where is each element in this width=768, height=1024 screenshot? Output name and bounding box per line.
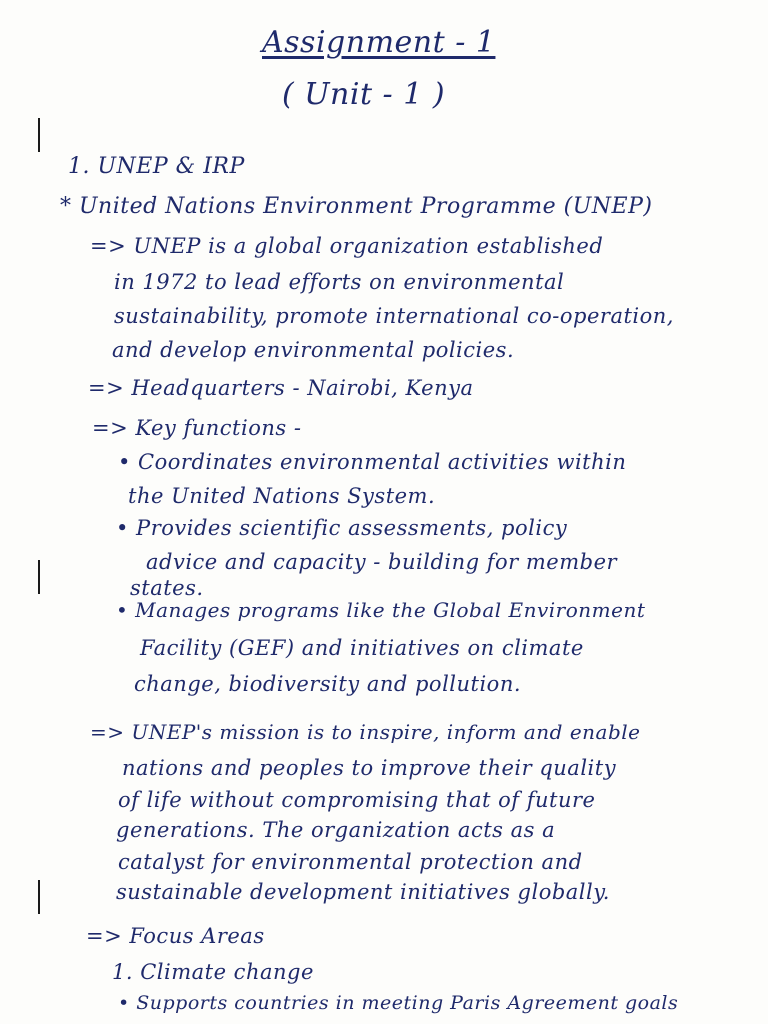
- margin-mark: [38, 880, 40, 914]
- text-line: generations. The organization acts as a: [116, 818, 556, 842]
- margin-mark: [38, 118, 40, 152]
- text-line: catalyst for environmental protection and: [118, 850, 583, 874]
- text-line: advice and capacity - building for member: [146, 550, 618, 574]
- subsection-heading: * United Nations Environment Programme (UNEP): [60, 194, 653, 219]
- text-line: Facility (GEF) and initiatives on climate: [140, 636, 584, 660]
- text-line: states.: [130, 576, 204, 600]
- text-line: • Provides scientific assessments, policy: [116, 516, 568, 540]
- text-line: => UNEP's mission is to inspire, inform and enable: [90, 720, 641, 744]
- text-line: • Coordinates environmental activities within: [118, 450, 627, 474]
- assignment-title: Assignment - 1: [262, 25, 496, 60]
- text-line: and develop environmental policies.: [112, 338, 515, 362]
- text-line: => Focus Areas: [86, 924, 265, 948]
- text-line: the United Nations System.: [128, 484, 436, 508]
- text-line: sustainable development initiatives globally.: [116, 880, 610, 904]
- text-line: change, biodiversity and pollution.: [134, 672, 522, 696]
- text-line: => UNEP is a global organization established: [90, 234, 604, 258]
- unit-subtitle: ( Unit - 1 ): [282, 77, 446, 112]
- text-line: 1. Climate change: [112, 960, 314, 984]
- text-line: • Supports countries in meeting Paris Agreement goals: [118, 992, 679, 1014]
- text-line: => Headquarters - Nairobi, Kenya: [88, 376, 474, 400]
- text-line: => Key functions -: [92, 416, 302, 440]
- text-line: • Manages programs like the Global Environment: [116, 598, 646, 622]
- section-heading: 1. UNEP & IRP: [68, 154, 245, 179]
- margin-mark: [38, 560, 40, 594]
- text-line: of life without compromising that of future: [118, 788, 596, 812]
- text-line: nations and peoples to improve their quality: [122, 756, 617, 780]
- text-line: sustainability, promote international co-operation,: [114, 304, 674, 328]
- text-line: in 1972 to lead efforts on environmental: [114, 270, 565, 294]
